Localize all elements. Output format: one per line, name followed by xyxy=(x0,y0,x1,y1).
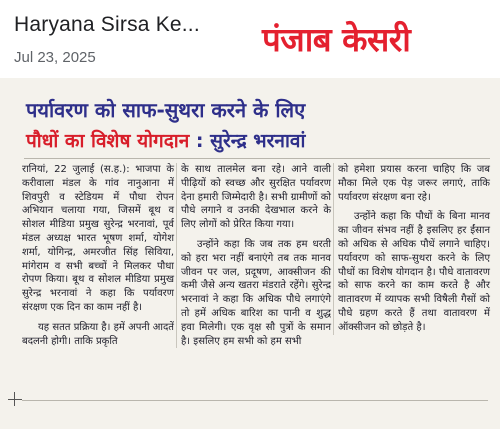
headline-separator: : xyxy=(189,130,211,152)
headline-byline: सुरेन्द्र भरनावां xyxy=(210,130,306,152)
article-column-1 xyxy=(22,163,174,348)
article-column-2 xyxy=(176,163,331,348)
headline-red-part: पौधों का विशेष योगदान xyxy=(26,130,190,152)
column-2-paragraph-1: के साथ तालमेल बना रहे। आने वाली पीढ़ियों को स्वच्छ और सुरक्षित पर्यावरण देना हमारी जिम्मेदारी है। सभी ग्रामीणों को पौधे लगाने व उनकी देखभाल करने के लिए लोगों को प्रेरित किया गया। xyxy=(181,164,331,231)
headline-line-2 xyxy=(26,127,496,153)
publication-title[interactable]: Haryana Sirsa Ke... xyxy=(14,13,200,36)
headline-divider xyxy=(24,158,490,159)
column-2-paragraph-2: उन्होंने कहा कि जब तक हम धरती को हरा भरा नहीं बनाएंगे तब तक मानव जीवन पर जल, प्रदूषण, आक्सीजन की कमी जैसे अन्य खतरा मंडराते रहेंगे। सुरेन्द्र भरनावां ने कहा कि अधिक पौधे लगाएंगे तो हमें अधिक बारिश का पानी व शुद्ध हवा मिलेगी। एक वृक्ष सौ पुत्रों के समान है। इसलिए हम सभी को हम सभी xyxy=(181,238,331,347)
column-3-paragraph-2: उन्होंने कहा कि पौधों के बिना मानव का जीवन संभव नहीं है इसलिए हर ईंसान को अधिक से अधिक पौधें लगाने चाहिए। पर्यावरण को साफ-सुथरा करने के लिए पौधों का विशेष योगदान है। पौधे वातावरण को साफ करने का काम करते है और वातावरण में व्यापक सभी विषैली गैसों को पौधे ग्रहण करते हैं तथा वातावरण में ऑक्सीजन को छोड़ते है। xyxy=(338,211,490,333)
clipping-bottom-rule xyxy=(22,400,488,401)
newspaper-logo: पंजाब केसरी xyxy=(262,20,411,59)
publication-header xyxy=(0,0,500,78)
crop-mark-icon xyxy=(8,392,22,406)
column-1-paragraph-2: यह सतत प्रक्रिया है। हमें अपनी आदतें बदलनी होगी। ताकि प्रकृति xyxy=(22,321,174,347)
publication-date: Jul 23, 2025 xyxy=(14,49,96,66)
column-3-paragraph-1: को हमेशा प्रयास करना चाहिए कि जब मौका मिले एक पेड़ जरूर लगाएं, ताकि पर्यावरण संरक्षण बना रहे। xyxy=(338,164,490,203)
article-column-3 xyxy=(333,163,490,335)
column-1-paragraph-1: रानियां, 22 जुलाई (स.ह.): भाजपा के करीवाला मंडल के गांव नानुआना में शिवपुरी व स्टेडियम में पौधा रोपन अभियान चलाया गया, जिसमें बूथ व सोशल मीडिया प्रमुख सुरेन्द्र भरनावां, पूर्व मंडल अध्यक्ष भारत भूषण शर्मा, योगेश शर्मा, योगिन्द्र, अमरजीत सिंह सिविया, मांगेराम व सभी बच्चों ने मिलकर पौधा रोपण किया। बूथ व सोशल मीडिया प्रमुख सुरेन्द्र भरनावां ने कहा कि पर्यावरण संरक्षण एक दिन का काम नहीं है। xyxy=(22,164,174,313)
headline-line-1: पर्यावरण को साफ-सुथरा करने के लिए xyxy=(26,98,306,122)
